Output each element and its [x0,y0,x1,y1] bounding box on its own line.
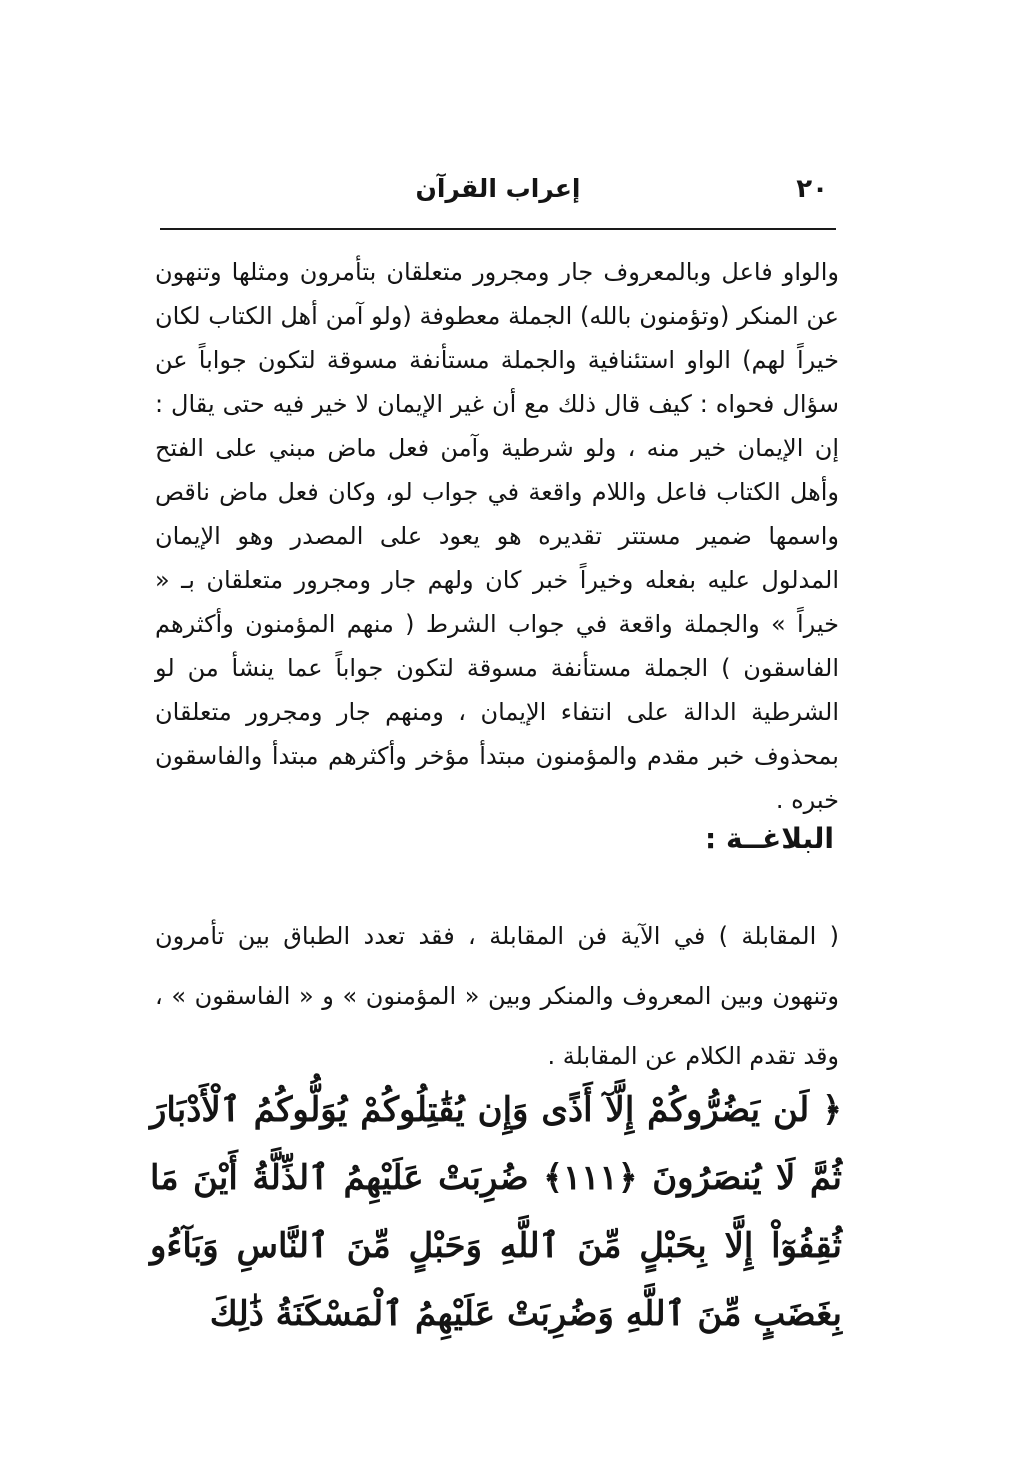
quran-verse: ﴿ لَن يَضُرُّوكُمْ إِلَّآ أَذًى وَإِن يُقَٰتِلُوكُمْ يُوَلُّوكُمُ ٱلْأَدْبَارَ ثُمَّ لَا يُنصَرُونَ ﴿١١١﴾ ضُرِبَتْ عَلَيْهِمُ ٱلذِّلَّةُ أَيْنَ مَا ثُقِفُوٓاْ إِلَّا بِحَبْلٍ مِّنَ ٱللَّهِ وَحَبْلٍ مِّنَ ٱلنَّاسِ وَبَآءُو بِغَضَبٍ مِّنَ ٱللَّهِ وَضُرِبَتْ عَلَيْهِمُ ٱلْمَسْكَنَةُ ذَٰلِكَ [150,1090,842,1334]
body-paragraph: والواو فاعل وبالمعروف جار ومجرور متعلقان بتأمرون ومثلها وتنهون عن المنكر (وتؤمنون بالله) الجملة معطوفة (ولو آمن أهل الكتاب لكان خيراً لهم) الواو استئنافية والجملة مستأنفة مسوقة لتكون جواباً عن سؤال فحواه : كيف قال ذلك مع أن غير الإيمان لا خير فيه حتى يقال : إن الإيمان خير منه ، ولو شرطية وآمن فعل ماض مبني على الفتح وأهل الكتاب فاعل واللام واقعة في جواب لو، وكان فعل ماض ناقص واسمها ضمير مستتر تقديره هو يعود على المصدر وهو الإيمان المدلول عليه بفعله وخيراً خبر كان ولهم جار ومجرور متعلقان بـ « خيراً » والجملة واقعة في جواب الشرط ( منهم المؤمنون وأكثرهم الفاسقون ) الجملة مستأنفة مسوقة لتكون جواباً عما ينشأ من لو الشرطية الدالة على انتفاء الإيمان ، ومنهم جار ومجرور متعلقان بمحذوف خبر مقدم والمؤمنون مبتدأ مؤخر وأكثرهم مبتدأ والفاسقون خبره . [155,258,839,814]
header-divider [160,228,836,230]
page-number: ٢٠ [796,174,828,204]
section-heading: البلاغــة : [705,822,834,855]
section-paragraph: ( المقابلة ) في الآية فن المقابلة ، فقد تعدد الطباق بين تأمرون وتنهون وبين المعروف والمنكر وبين « المؤمنون » و « الفاسقون » ، وقد تقدم الكلام عن المقابلة . [155,922,839,1070]
running-title: إعراب القرآن [415,174,581,203]
page-header [160,172,836,212]
